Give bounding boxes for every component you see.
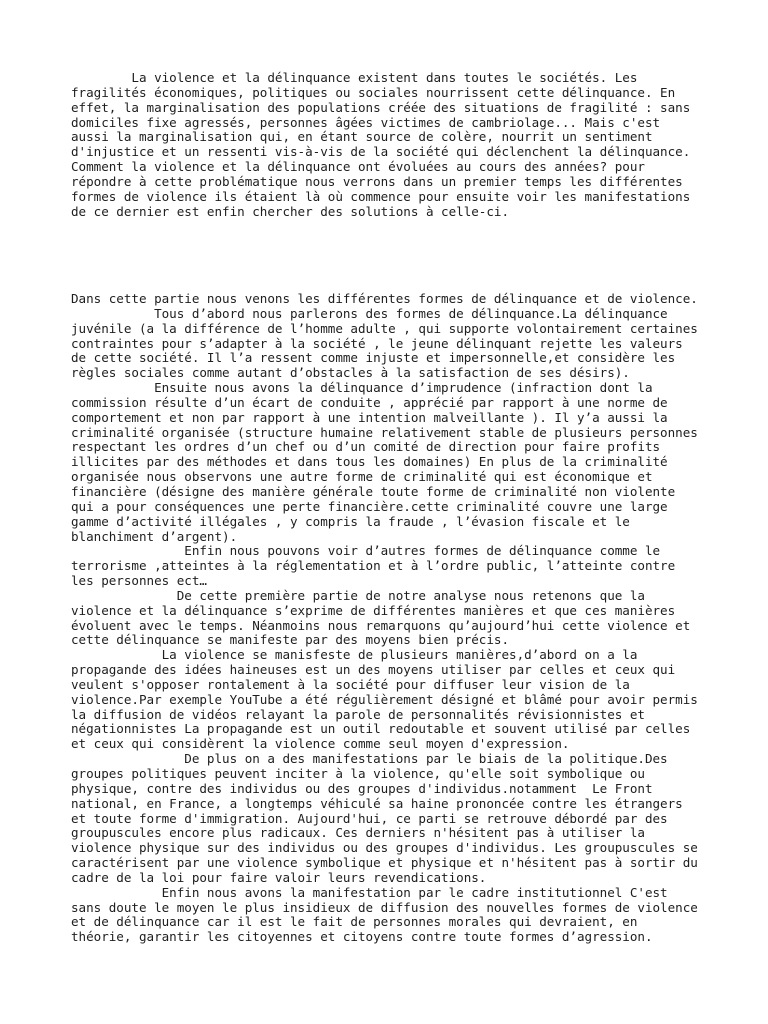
intro-text-line: Comment la violence et la délinquance ont évoluées au cours des années? pour bbox=[71, 159, 645, 175]
body-text-line: la diffusion de vidéos relayant la parole de personnalités révisionnistes et bbox=[71, 706, 645, 722]
body-text-line: évoluent avec le temps. Néanmoins nous remarquons qu’aujourd’hui cette violence et bbox=[71, 617, 691, 633]
body-text-line: contraintes pour s’adapter à la société , le jeune délinquant rejette les valeurs bbox=[71, 335, 683, 351]
body-text-line: caractérisent par une violence symbolique et physique et n'hésitent pas à sortir du bbox=[71, 855, 698, 871]
body-text-line: théorie, garantir les citoyennes et citoyens contre toute formes d’agression. bbox=[71, 929, 653, 945]
body-text-line: De plus on a des manifestations par le biais de la politique.Des bbox=[71, 751, 668, 767]
body-text-line: et ceux qui considèrent la violence comme seul moyen d'expression. bbox=[71, 736, 570, 752]
body-text-line: De cette première partie de notre analyse nous retenons que la bbox=[71, 587, 645, 603]
introduction-paragraph bbox=[71, 71, 701, 219]
body-text-line: criminalité organisée (structure humaine relativement stable de plusieurs personnes bbox=[71, 424, 698, 440]
body-text-line: cadre de la loi pour faire valoir leurs revendications. bbox=[71, 869, 487, 885]
body-text-line: et de délinquance car il est le fait de personnes morales qui devraient, en bbox=[71, 914, 638, 930]
body-text-line: commission résulte d’un écart de conduite , apprécié par rapport à une norme de bbox=[71, 394, 668, 410]
body-text-line: blanchiment d’argent). bbox=[71, 528, 238, 544]
body-section bbox=[71, 292, 701, 945]
body-text-line: violence physique sur des individus ou des groupes d'individus. Les groupuscules se bbox=[71, 840, 698, 856]
intro-text-line: fragilités économiques, politiques ou sociales nourrissent cette délinquance. En bbox=[71, 84, 676, 100]
body-text-line: veulent s'opposer rontalement à la société pour diffuser leur vision de la bbox=[71, 676, 630, 692]
body-text-line: cette délinquance se manifeste par des moyens bien précis. bbox=[71, 632, 510, 648]
body-text-line: les personnes ect… bbox=[71, 573, 207, 589]
body-text-line: propagande des idées haineuses est un des moyens utiliser par celles et ceux qui bbox=[71, 662, 676, 678]
body-text-line: respectant les ordres d’un chef ou d’un comité de direction pour faire profits bbox=[71, 439, 661, 455]
body-text-line: national, en France, a longtemps véhiculé sa haine prononcée contre les étrangers bbox=[71, 795, 683, 811]
body-text-line: organisée nous observons une autre forme de criminalité qui est économique et bbox=[71, 469, 653, 485]
intro-text-line: aussi la marginalisation qui, en étant source de colère, nourrit un sentiment bbox=[71, 129, 653, 145]
body-text-line: groupuscules encore plus radicaux. Ces derniers n'hésitent pas à utiliser la bbox=[71, 825, 645, 841]
body-text-line: sans doute le moyen le plus insidieux de diffusion des nouvelles formes de violence bbox=[71, 899, 698, 915]
body-text-line: violence.Par exemple YouTube a été régulièrement désigné et blâmé pour avoir permis bbox=[71, 691, 698, 707]
body-text-line: La violence se manisfeste de plusieurs manières,d’abord on a la bbox=[71, 647, 638, 663]
body-text-line: groupes politiques peuvent inciter à la violence, qu'elle soit symbolique ou bbox=[71, 766, 645, 781]
intro-text-line: La violence et la délinquance existent dans toutes le sociétés. Les bbox=[71, 70, 638, 85]
body-text-line: juvénile (a la différence de l’homme adulte , qui supporte volontairement certaines bbox=[71, 320, 698, 336]
body-text-line: Ensuite nous avons la délinquance d’imprudence (infraction dont la bbox=[71, 380, 653, 396]
body-text-line: terrorisme ,atteintes à la réglementation et à l’ordre public, l’atteinte contre bbox=[71, 558, 676, 574]
intro-text-line: de ce dernier est enfin chercher des solutions à celle-ci. bbox=[71, 203, 510, 219]
body-text-line: Enfin nous avons la manifestation par le cadre institutionnel C'est bbox=[71, 884, 668, 900]
body-text-line: physique, contre des individus ou des groupes d'individus.notamment Le Front bbox=[71, 780, 653, 796]
intro-text-line: effet, la marginalisation des populations créée des situations de fragilité : sans bbox=[71, 99, 691, 115]
intro-text-line: formes de violence ils étaient là où commence pour ensuite voir les manifestations bbox=[71, 188, 691, 204]
intro-text-line: répondre à cette problématique nous verrons dans un premier temps les différentes bbox=[71, 173, 683, 189]
body-text-line: violence et la délinquance s’exprime de différentes manières et que ces manières bbox=[71, 602, 676, 618]
body-text-line: Enfin nous pouvons voir d’autres formes de délinquance comme le bbox=[71, 543, 661, 559]
body-text-line: qui a pour conséquences une perte financière.cette criminalité couvre une large bbox=[71, 498, 668, 514]
body-text-line: Dans cette partie nous venons les différentes formes de délinquance et de violence. bbox=[71, 291, 698, 306]
body-text-line: et toute forme d'immigration. Aujourd'hui, ce parti se retrouve débordé par des bbox=[71, 810, 668, 826]
body-text-line: Tous d’abord nous parlerons des formes de délinquance.La délinquance bbox=[71, 305, 668, 321]
body-text-line: négationnistes La propagande est un outil redoutable et souvent utilisé par celles bbox=[71, 721, 691, 737]
body-text-line: gamme d’activité illégales , y compris la fraude , l’évasion fiscale et le bbox=[71, 513, 630, 529]
body-text-line: de cette société. Il l’a ressent comme injuste et impersonnelle,et considère les bbox=[71, 350, 676, 366]
body-text-line: illicites par des méthodes et dans tous les domaines) En plus de la criminalité bbox=[71, 454, 668, 470]
body-text-line: règles sociales comme autant d’obstacles à la satisfaction de ses désirs). bbox=[71, 365, 630, 381]
body-text-line: financière (désigne des manière générale toute forme de criminalité non violente bbox=[71, 483, 676, 499]
intro-text-line: d'injustice et un ressenti vis-à-vis de la société qui déclenchent la délinquance. bbox=[71, 144, 691, 160]
body-text-line: comportement et non par rapport à une intention malveillante ). Il y’a aussi la bbox=[71, 409, 668, 425]
intro-text-line: domiciles fixe agressés, personnes âgées victimes de cambriolage... Mais c'est bbox=[71, 114, 661, 130]
